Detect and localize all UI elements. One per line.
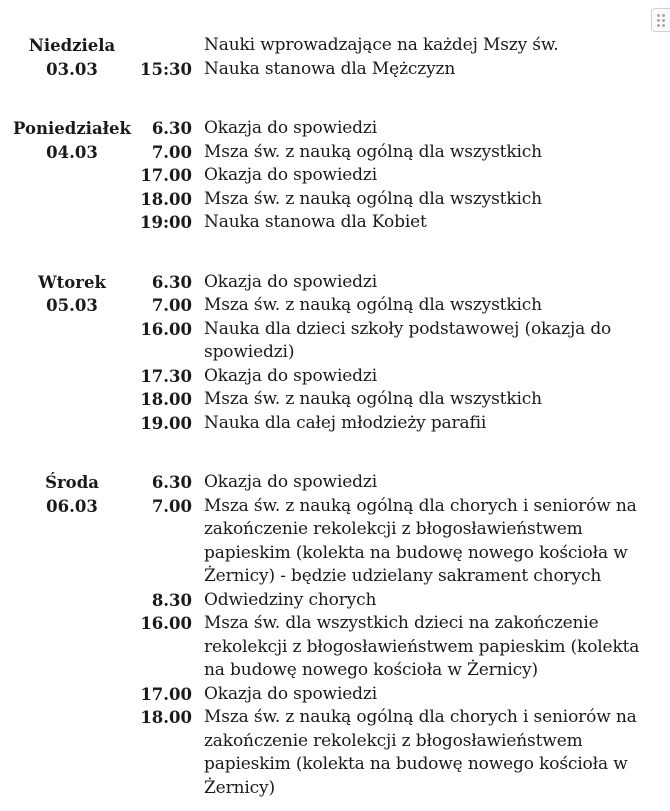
day-separator: [4, 81, 654, 117]
day-date: 03.03: [46, 59, 98, 79]
event-time: 6.30: [151, 119, 192, 138]
event-description: Okazja do spowiedzi: [204, 472, 377, 492]
retreat-schedule-table: [4, 34, 654, 800]
event-description: Nauka stanowa dla Kobiet: [204, 212, 427, 232]
event-time: 19:00: [140, 213, 193, 232]
event-time: 18.00: [140, 189, 192, 209]
event-time: 8.30: [151, 590, 192, 610]
event-time: 16.00: [140, 319, 192, 339]
event-description: Odwiedziny chorych: [204, 589, 377, 610]
event-time: 16.00: [140, 614, 192, 633]
day-name: Poniedziałek: [13, 119, 131, 138]
day-cell: [4, 471, 140, 800]
event-time: 6.30: [151, 272, 192, 292]
event-description: Okazja do spowiedzi: [204, 118, 377, 138]
event-time: 6.30: [151, 473, 192, 492]
event-time: 17.00: [140, 166, 192, 185]
event-description: Msza św. z nauką ogólną dla chorych i seniorów na zakończenie rekolekcji z błogosławieństwem papieskim (kolekta na budowę nowego kościoła w Żernicy) - będzie udzielany sakrament chorych: [204, 495, 637, 586]
event-description: Msza św. z nauką ogólną dla chorych i seniorów na zakończenie rekolekcji z błogosławieństwem papieskim (kolekta na budowę nowego kościoła w Żernicy): [204, 707, 637, 798]
event-description: Msza św. dla wszystkich dzieci na zakończenie rekolekcji z błogosławieństwem papieskim (kolekta na budowę nowego kościoła w Żernicy): [204, 613, 640, 680]
event-description: Okazja do spowiedzi: [204, 365, 377, 386]
event-description: Msza św. z nauką ogólną dla wszystkich: [204, 295, 542, 315]
day-cell: [4, 271, 140, 436]
day-date: 05.03: [46, 296, 98, 315]
event-time: 15:30: [140, 59, 193, 79]
event-description: Msza św. z nauką ogólną dla wszystkich: [204, 141, 542, 162]
schedule-row: [4, 471, 654, 495]
event-time: 18.00: [140, 390, 192, 409]
day-name: Niedziela: [28, 36, 116, 55]
day-cell: [4, 34, 140, 81]
day-separator: [4, 235, 654, 271]
day-date: 06.03: [46, 496, 98, 516]
event-time: 18.00: [140, 708, 192, 727]
event-description: Okazja do spowiedzi: [204, 271, 377, 292]
event-description: Okazja do spowiedzi: [204, 165, 377, 185]
event-description: Nauki wprowadzające na każdej Mszy św.: [204, 35, 559, 55]
schedule-row: [4, 34, 654, 58]
drag-handle-icon[interactable]: [651, 8, 670, 32]
event-time: 7.00: [151, 142, 192, 162]
event-description: Nauka dla dzieci szkoły podstawowej (okazja do spowiedzi): [204, 318, 612, 362]
event-description: Okazja do spowiedzi: [204, 683, 377, 704]
day-cell: [4, 117, 140, 235]
event-time: 7.00: [151, 296, 192, 315]
event-time: 17.30: [140, 366, 192, 386]
day-separator: [4, 435, 654, 471]
event-time: 19.00: [140, 413, 192, 433]
event-time: 17.00: [140, 684, 192, 704]
day-name: Wtorek: [38, 272, 106, 292]
event-description: Nauka dla całej młodzieży parafii: [204, 412, 487, 433]
event-description: Msza św. z nauką ogólną dla wszystkich: [204, 389, 542, 409]
day-date: 04.03: [46, 142, 98, 162]
schedule-row: [4, 117, 654, 141]
event-description: Msza św. z nauką ogólną dla wszystkich: [204, 188, 542, 209]
event-time: [140, 34, 204, 58]
schedule-row: [4, 271, 654, 295]
event-time: 7.00: [151, 496, 192, 516]
day-name: Środa: [45, 473, 99, 492]
event-description: Nauka stanowa dla Mężczyzn: [204, 58, 456, 79]
